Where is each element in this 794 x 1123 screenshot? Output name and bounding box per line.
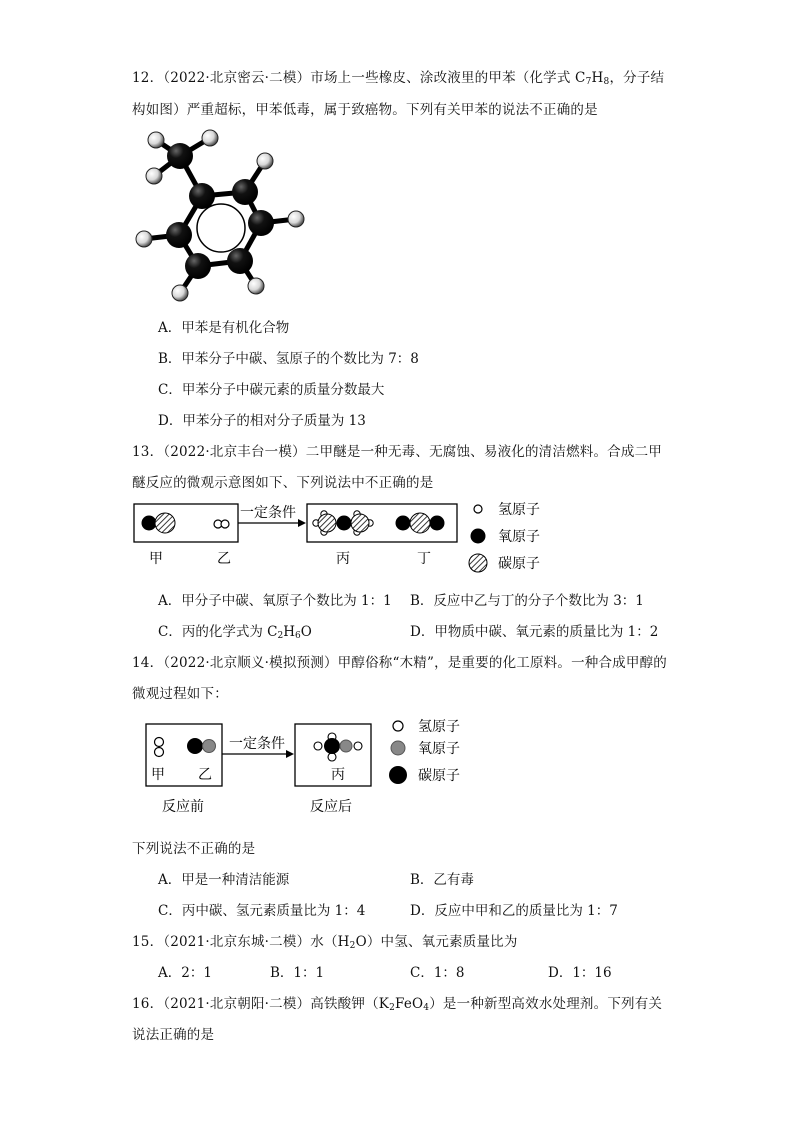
q13-reaction-diagram [130,496,570,578]
q12-option-b: B．甲苯分子中碳、氢原子的个数比为 7：8 [158,351,419,367]
label-yi: 乙 [217,551,231,567]
label-bing: 丙 [336,551,350,567]
molecule-jia-co [142,513,176,533]
q13-option-c: C．丙的化学式为 $C_2H_6O$ [158,624,312,641]
label-after: 反应后 [310,799,352,815]
q13-option-a: A．甲分子中碳、氧原子个数比为 1：1 [158,593,392,609]
legend-carbon: 碳原子 [418,768,460,784]
toluene-molecule-diagram [128,126,318,312]
reaction-arrow [298,519,306,527]
molecule-yi-h2 [214,520,229,528]
legend-hydrogen: 氢原子 [498,502,540,518]
condition-label: 一定条件 [240,505,296,521]
label-jia: 甲 [149,551,163,567]
q12-stem-line2: 构如图）严重超标，甲苯低毒，属于致癌物。下列有关甲苯的说法不正确的是 [132,102,598,118]
q16-stem-line1: 16．（2021·北京朝阳·二模）高铁酸钾$(K_2FeO_4)$是一种新型高效水处理剂。下列有关 [132,996,663,1013]
label-yi: 乙 [198,767,212,783]
legend [469,502,540,572]
q14-option-d: D．反应中甲和乙的质量比为 1：7 [410,903,618,919]
q14-reaction-diagram [140,712,480,822]
aromatic-ring [197,204,245,252]
q15-option-a: A．2：1 [158,965,212,981]
q13-option-d: D．甲物质中碳、氧元素的质量比为 1：2 [410,624,659,640]
molecule-ding-co2 [396,513,445,533]
q15-option-c: C．1：8 [410,965,465,981]
q14-option-c: C．丙中碳、氢元素质量比为 1：4 [158,903,366,919]
reaction-arrow [286,750,294,758]
q15-option-d: D．1：16 [548,965,612,981]
legend-hydrogen: 氢原子 [418,719,460,735]
q16-stem-line2: 说法正确的是 [132,1027,215,1043]
legend-oxygen: 氧原子 [418,741,460,757]
q13-stem-line1: 13．（2022·北京丰台一模）二甲醚是一种无毒、无腐蚀、易液化的清洁燃料。合成二甲 [132,444,662,460]
q13-option-b: B．反应中乙与丁的分子个数比为 3：1 [410,593,644,609]
q12-option-c: C．甲苯分子中碳元素的质量分数最大 [158,382,385,398]
molecule-bing-methanol [314,733,362,761]
molecule-jia-h2 [155,738,164,757]
q12-option-a: A．甲苯是有机化合物 [158,320,290,336]
label-ding: 丁 [417,551,431,567]
molecule-bing-dimethyl-ether [313,511,373,535]
q12-option-d: D．甲苯分子的相对分子质量为 13 [158,413,366,429]
label-jia: 甲 [151,767,165,783]
q14-stem-line2: 微观过程如下： [132,686,228,702]
condition-label: 一定条件 [229,736,285,752]
legend-carbon: 碳原子 [498,556,540,572]
label-bing: 丙 [331,767,345,783]
q12-stem-line1: 12．（2022·北京密云·二模）市场上一些橡皮、涂改液里的甲苯（化学式 $C_7H_8$，分子结 [132,70,665,87]
q15-option-b: B．1：1 [270,965,325,981]
q15-stem-line1: 15．（2021·北京东城·二模）水$(H_2O)$中氢、氧元素质量比为 [132,934,518,951]
label-before: 反应前 [162,799,204,815]
q14-stem-line1: 14．（2022·北京顺义·模拟预测）甲醇俗称“木精”，是重要的化工原料。一种合成甲醇的 [132,655,667,671]
q14-option-a: A．甲是一种清洁能源 [158,872,290,888]
q14-stem-line3: 下列说法不正确的是 [132,841,256,857]
q13-stem-line2: 醚反应的微观示意图如下、下列说法中不正确的是 [132,475,434,491]
legend [389,719,460,784]
legend-oxygen: 氧原子 [498,529,540,545]
molecule-yi-co [187,738,216,754]
q14-option-b: B．乙有毒 [410,872,474,888]
